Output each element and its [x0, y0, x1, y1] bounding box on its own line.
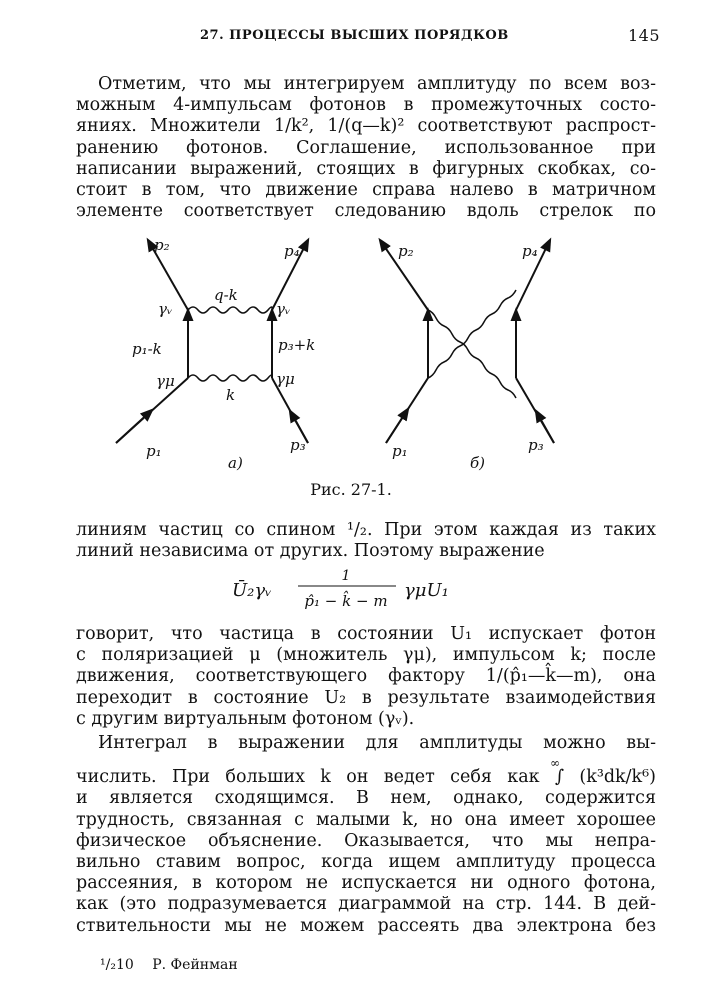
crossed-photon-line-2	[428, 290, 516, 378]
formula-numerator: 1	[341, 568, 351, 584]
paragraph-4	[76, 733, 656, 937]
diagram-b-labels	[392, 242, 544, 472]
text-line: можным 4-импульсам фотонов в промежуточных состо-	[76, 95, 656, 116]
label-p2: p₂	[154, 236, 170, 254]
feynman-diagrams-figure	[76, 228, 656, 503]
label-p1-minus-k: p₁-k	[132, 340, 162, 358]
text-line: физическое объяснение. Оказывается, что мы непра-	[76, 830, 656, 851]
text-line: элементе соответствует следованию вдоль стрелок по	[76, 201, 656, 222]
label-k: k	[226, 386, 236, 404]
photon-line-k	[188, 375, 272, 381]
integral-upper-limit: ∞	[550, 756, 560, 770]
text-line: как (это подразумевается диаграммой на стр. 144. В дей-	[76, 894, 656, 915]
label-p2-b: p₂	[398, 242, 414, 260]
text-line: переходит в состояние U₂ в результате взаимодействия	[76, 687, 656, 708]
label-p1-b: p₁	[392, 442, 408, 460]
page-footer	[100, 957, 252, 973]
diagram-a-labels	[132, 236, 315, 472]
text-line: рассеяния, в котором не испускается ни одного фотона,	[76, 873, 656, 894]
label-p3-plus-k: p₃+k	[278, 336, 316, 354]
footer-author: Р. Фейнман	[152, 957, 238, 973]
label-gamma-mu-right: γμ	[276, 370, 295, 388]
text-line: движения, соответствующего фактору 1/(p̂₁—k̂—m), она	[76, 666, 656, 687]
text-line: вильно ставим вопрос, когда ищем амплитуду процесса	[76, 852, 656, 873]
text-line: числить. При больших k он ведет себя как ∫ (k³dk/k⁶)	[76, 767, 656, 788]
formula-right: γμU₁	[404, 580, 449, 601]
arrow-p1-b	[386, 409, 408, 443]
text-line: с поляризацией μ (множитель γμ), импульсом k; после	[76, 645, 656, 666]
arrow-p1	[116, 410, 152, 443]
formula-denominator: p̂₁ − k̂ − m	[304, 592, 388, 610]
text-line: написании выражений, стоящих в фигурных скобках, со-	[76, 158, 656, 179]
text-line: трудность, связанная с малыми k, но она имеет хорошее	[76, 809, 656, 830]
text-line: стоит в том, что движение справа налево в матричном	[76, 180, 656, 201]
paragraph-1	[76, 74, 656, 222]
formula-left: Ū₂γᵥ	[232, 580, 272, 601]
photon-line-q-minus-k	[188, 307, 272, 313]
text-line: с другим виртуальным фотоном (γᵥ).	[76, 708, 415, 729]
text-line: и является сходящимся. В нем, однако, содержится	[76, 788, 656, 809]
label-gamma-nu-left: γᵥ	[158, 300, 173, 318]
formula-svg	[0, 566, 702, 616]
label-p1: p₁	[146, 442, 162, 460]
crossed-photon-line-1	[428, 310, 516, 398]
label-p3: p₃	[290, 436, 306, 454]
chapter-title: 27. ПРОЦЕССЫ ВЫСШИХ ПОРЯДКОВ	[200, 28, 509, 43]
text-line: Отметим, что мы интегрируем амплитуду по всем воз-	[98, 74, 656, 94]
label-p4-b: p₄	[522, 242, 538, 260]
label-p4: p₄	[284, 242, 300, 260]
text-line: линий независима от других. Поэтому выражение	[76, 541, 545, 562]
label-p3-b: p₃	[528, 436, 544, 454]
paragraph-3	[76, 624, 656, 730]
text-line: Интеграл в выражении для амплитуды можно вы-	[98, 733, 656, 753]
figure-caption: Рис. 27-1.	[310, 480, 392, 499]
formula	[0, 566, 702, 616]
paragraph-2	[76, 520, 656, 562]
text-line: ранению фотонов. Соглашение, использованное при	[76, 137, 656, 158]
signature-mark: ¹/₂10	[100, 957, 134, 973]
label-gamma-nu-right: γᵥ	[276, 300, 291, 318]
tag-b: б)	[470, 454, 486, 472]
running-header	[60, 26, 660, 48]
text-line: линиям частиц со спином ¹/₂. При этом каждая из таких	[76, 520, 656, 540]
feynman-diagrams-svg	[76, 228, 656, 478]
label-gamma-mu-left: γμ	[156, 372, 175, 390]
text-line: яниях. Множители 1/k², 1/(q—k)² соответствуют распрост-	[76, 116, 656, 137]
label-q-minus-k: q-k	[214, 286, 238, 304]
page-number: 145	[627, 26, 660, 45]
tag-a: а)	[228, 454, 243, 472]
diagram-b	[380, 240, 554, 443]
text-line: говорит, что частица в состоянии U₁ испускает фотон	[76, 624, 656, 644]
text-line: ствительности мы не можем рассеять два электрона без	[76, 915, 656, 936]
